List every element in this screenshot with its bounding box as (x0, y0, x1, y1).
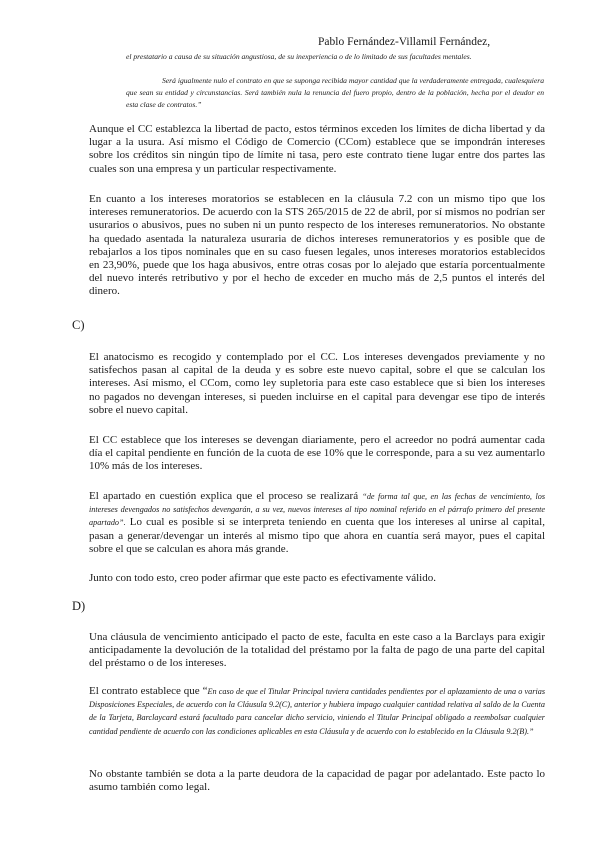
paragraph-section-explanation-rest: Lo cual es posible si se interpreta teniendo en cuenta que los intereses al unirse al capital, pasan a generar/devengar un interés al mismo tipo que ahora en cuantía será mayor, pues el capital sobre el que se calculan es ahora más grande. (89, 516, 545, 555)
paragraph-daily-accrual: El CC establece que los intereses se devengan diariamente, pero el acreedor no podrá aumentar cada día el capital pendiente en función de la cuota de ese 10% que le corresponde, para a su vez aumentarlo 10% más de los intereses. (89, 434, 545, 473)
paragraph-moratorium-interest: En cuanto a los intereses moratorios se establecen en la cláusula 7.2 con un mismo tipo que los intereses remuneratorios. De acuerdo con la STS 265/2015 de 22 de abril, por sí mismos no podrían ser usurarios o abusivos, pues no suben ni un punto respecto de los intereses remuneratorios. No obstante ha quedado asentada la naturaleza usuraria de dichos intereses remuneratorios y es posible que de rebajarlos a los tipos nominales que en su caso fuesen legales, unos intereses moratorios establecidos en 23,90%, puede que los haga abusivos, entre otras cosas por lo alejado que estaría porcentualmente del nuevo interés retributivo y por el hecho de exceder en mucho más de 2,5 puntos el interés del dinero. (89, 193, 545, 298)
section-heading-c: C) (72, 318, 85, 332)
quoted-contract-clause: “de forma tal que, en las fechas de vencimiento, los intereses devengados no satisfechos devengarán, a su vez, nuevos intereses al tipo nominal referido en el párrafo primero del presente apartado”. (89, 492, 546, 528)
paragraph-early-payment: No obstante también se dota a la parte deudora de la capacidad de pagar por adelantado. Este pacto lo asumo también como legal. (89, 768, 545, 794)
paragraph-anatocism: El anatocismo es recogido y contemplado por el CC. Los intereses devengados previamente y no satisfechos pasan al capital de la deuda y es sobre este nuevo capital, sobre el que se calculan los intereses. Así mismo, el CCom, como ley supletoria para este caso establece que si bien los intereses no pagados no devengan intereses, si pueden incluirse en el capital para devengar ese tipo de interés sobre el nuevo capital. (89, 351, 545, 416)
quote-line-mental-faculties: el prestatario a causa de su situación angustiosa, de su inexperiencia o de lo limitado de sus facultades mentales. (126, 52, 472, 61)
quote-nullity-clause: Será igualmente nulo el contrato en que se suponga recibida mayor cantidad que la verdaderamente entregada, cualesquiera que sean su entidad y circunstancias. Será también nula la renuncia del fuero propio, dentro de la población, hecha por el deudor en esta clase de contratos.” (126, 76, 544, 109)
page-header-author: Pablo Fernández-Villamil Fernández, (318, 36, 491, 48)
paragraph-conclusion-valid: Junto con todo esto, creo poder afirmar que este pacto es efectivamente válido. (89, 572, 436, 584)
paragraph-early-maturity: Una cláusula de vencimiento anticipado el pacto de este, faculta en este caso a la Barclays para exigir anticipadamente la devolución de la totalidad del préstamo por la falta de pago de una parte del capital del préstamo o de los intereses. (89, 631, 545, 670)
paragraph-section-explanation (89, 490, 545, 556)
paragraph-usury-limits: Aunque el CC establezca la libertad de pacto, estos términos exceden los límites de dicha libertad y da lugar a la usura. Así mismo el Código de Comercio (CCom) establece que se impondrán intereses sobre los créditos sin ningún tipo de límite ni tasa, pero este contrato tiene lugar entre dos partes las cuales son una empresa y un particular respectivamente. (89, 123, 545, 175)
paragraph-contract-quote (89, 685, 545, 738)
paragraph-section-explanation-intro: El apartado en cuestión explica que el proceso se realizará (89, 490, 363, 502)
section-heading-d: D) (72, 599, 86, 613)
paragraph-contract-quote-intro: El contrato establece que “ (89, 685, 208, 697)
quoted-barclaycard-clause: En caso de que el Titular Principal tuviera cantidades pendientes por el aplazamiento de una o varias Disposiciones Especiales, de acuerdo con la Cláusula 9.2(C), anterior y hubiera impago cualquier cantidad relativa al saldo de la Cuenta de la Tarjeta, Barclaycard estará facultado para cancelar dicho servicio, viniendo el Titular Principal obligado a reembolsar cualquier cantidad pendiente de acuerdo con las condiciones aplicables en esta Cláusula y de acuerdo con lo establecido en la Cláusula 9.2(B).” (89, 687, 546, 736)
